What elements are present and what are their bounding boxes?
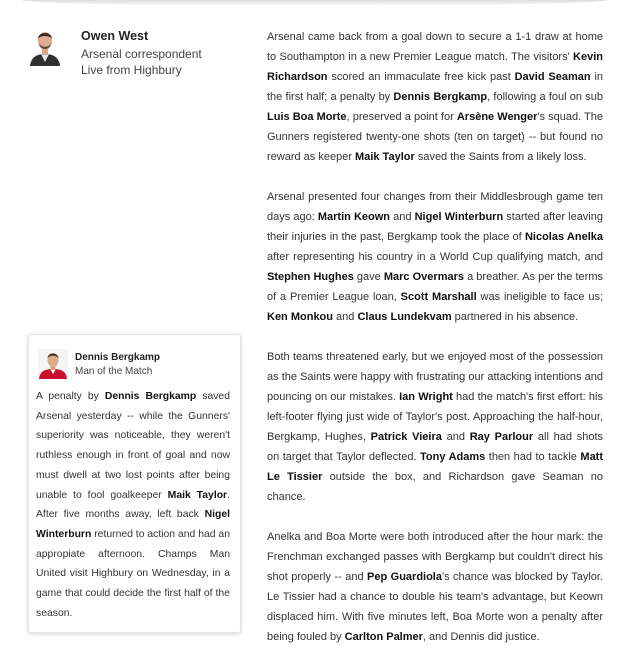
name-highlight: Tony Adams [420, 451, 486, 463]
author-byline [28, 26, 258, 77]
report-paragraph [267, 187, 603, 327]
name-highlight: Marc Overmars [383, 271, 464, 283]
man-of-the-match-card [28, 334, 241, 633]
text-run: outside the box, and Richardson gave Seaman no chance. [267, 471, 603, 503]
name-highlight: Patrick Vieira [370, 431, 442, 443]
name-highlight: Pep Guardiola [367, 571, 442, 583]
text-run: , and Dennis did justice. [422, 631, 540, 643]
name-highlight: Maik Taylor [167, 489, 228, 501]
name-highlight: Claus Lundekvam [357, 311, 452, 323]
name-highlight: Martin Keown [317, 211, 391, 223]
motm-summary [36, 387, 230, 623]
text-run: 's squad. The Gunners registered twenty-one shots (ten on target) -- but found no reward as keeper [267, 111, 603, 163]
name-highlight: Matt Le Tissier [267, 451, 604, 483]
text-run: returned to action and had an appropiate afternoon. Champs Man United visit Highbury on Wednesday, in a game that could decide the first half of the season. [36, 528, 230, 619]
text-run: gave [353, 271, 384, 283]
text-run: Both teams threatened early, but we enjoyed most of the possession as the Saints were happy with frustrating our attacking intentions and pouncing on our mistakes. [267, 351, 603, 403]
text-run: saved the Saints from a likely loss. [414, 151, 587, 163]
text-run: and [441, 431, 470, 443]
text-run: partnered in his absence. [451, 311, 579, 323]
name-highlight: Scott Marshall [400, 291, 477, 303]
author-role: Arsenal correspondent [81, 47, 202, 61]
text-run: a breather. As per the terms of a Premier League loan, [267, 271, 603, 303]
name-highlight: Stephen Hughes [267, 271, 354, 283]
player-photo [38, 349, 68, 379]
name-highlight: Dennis Bergkamp [393, 91, 488, 103]
text-run: A penalty by [36, 391, 105, 402]
name-highlight: Ian Wright [399, 391, 453, 403]
text-run: after representing his country in a World Cup qualifying match, and [267, 251, 603, 263]
name-highlight: Dennis Bergkamp [104, 391, 197, 402]
text-run: was ineligible to face us; [476, 291, 603, 303]
report-paragraph [267, 527, 603, 647]
report-paragraph [267, 27, 603, 167]
name-highlight: Arsène Wenger [456, 111, 538, 123]
text-run: all had shots on target that Taylor deflected. [267, 431, 604, 463]
name-highlight: Carlton Palmer [344, 631, 423, 643]
player-name: Dennis Bergkamp [75, 352, 161, 363]
author-name: Owen West [81, 29, 149, 43]
text-run: and [390, 211, 415, 223]
text-run: Arsenal came back from a goal down to secure a 1-1 draw at home to Southampton in a new Premier League match. The visitors' [267, 31, 603, 63]
text-run: Arsenal presented four changes from their Middlesbrough game ten days ago: [267, 191, 603, 223]
name-highlight: Ken Monkou [267, 311, 333, 323]
text-run: then had to tackle [485, 451, 581, 463]
text-run: , preserved a point for [346, 111, 457, 123]
name-highlight: Nicolas Anelka [524, 231, 603, 243]
text-run: . After five months away, left back [36, 489, 230, 521]
report-paragraph [267, 347, 603, 507]
name-highlight: Luis Boa Morte [267, 111, 347, 123]
text-run: Anelka and Boa Morte were both introduced after the hour mark: the Frenchman exchanged passes with Bergkamp but couldn't direct his shot properly -- and [267, 531, 603, 583]
name-highlight: Nigel Winterburn [36, 509, 230, 540]
name-highlight: Maik Taylor [355, 151, 415, 163]
text-run: scored an immaculate free kick past [327, 71, 515, 83]
text-run: had the match's first effort: his left-footer flying just wide of Taylor's post. Approaching the half-hour, Bergkamp, Hughes, [267, 391, 603, 443]
top-divider [22, 0, 607, 6]
name-highlight: David Seaman [514, 71, 591, 83]
name-highlight: Kevin Richardson [267, 51, 603, 83]
match-report [267, 27, 603, 667]
text-run: , following a foul on sub [487, 91, 603, 103]
text-run: and [333, 311, 358, 323]
text-run: saved Arsenal yesterday -- while the Gunners' superiority was noticeable, they weren't ruthless enough in front of goal and now must dwell at two lost points after being unable to fool goalkeeper [36, 391, 230, 501]
text-run: 's chance was blocked by Taylor. Le Tissier had a chance to double his team's advantage, but Keown displaced him. With five minutes left, Boa Morte won a penalty after being fouled by [267, 571, 603, 643]
name-highlight: Nigel Winterburn [414, 211, 504, 223]
text-run: started after leaving their injuries in the past, Bergkamp took the place of [267, 211, 603, 243]
author-location: Live from Highbury [81, 63, 182, 77]
text-run: in the first half; a penalty by [267, 71, 604, 103]
author-photo [28, 26, 62, 66]
name-highlight: Ray Parlour [469, 431, 534, 443]
award-title: Man of the Match [75, 366, 153, 377]
